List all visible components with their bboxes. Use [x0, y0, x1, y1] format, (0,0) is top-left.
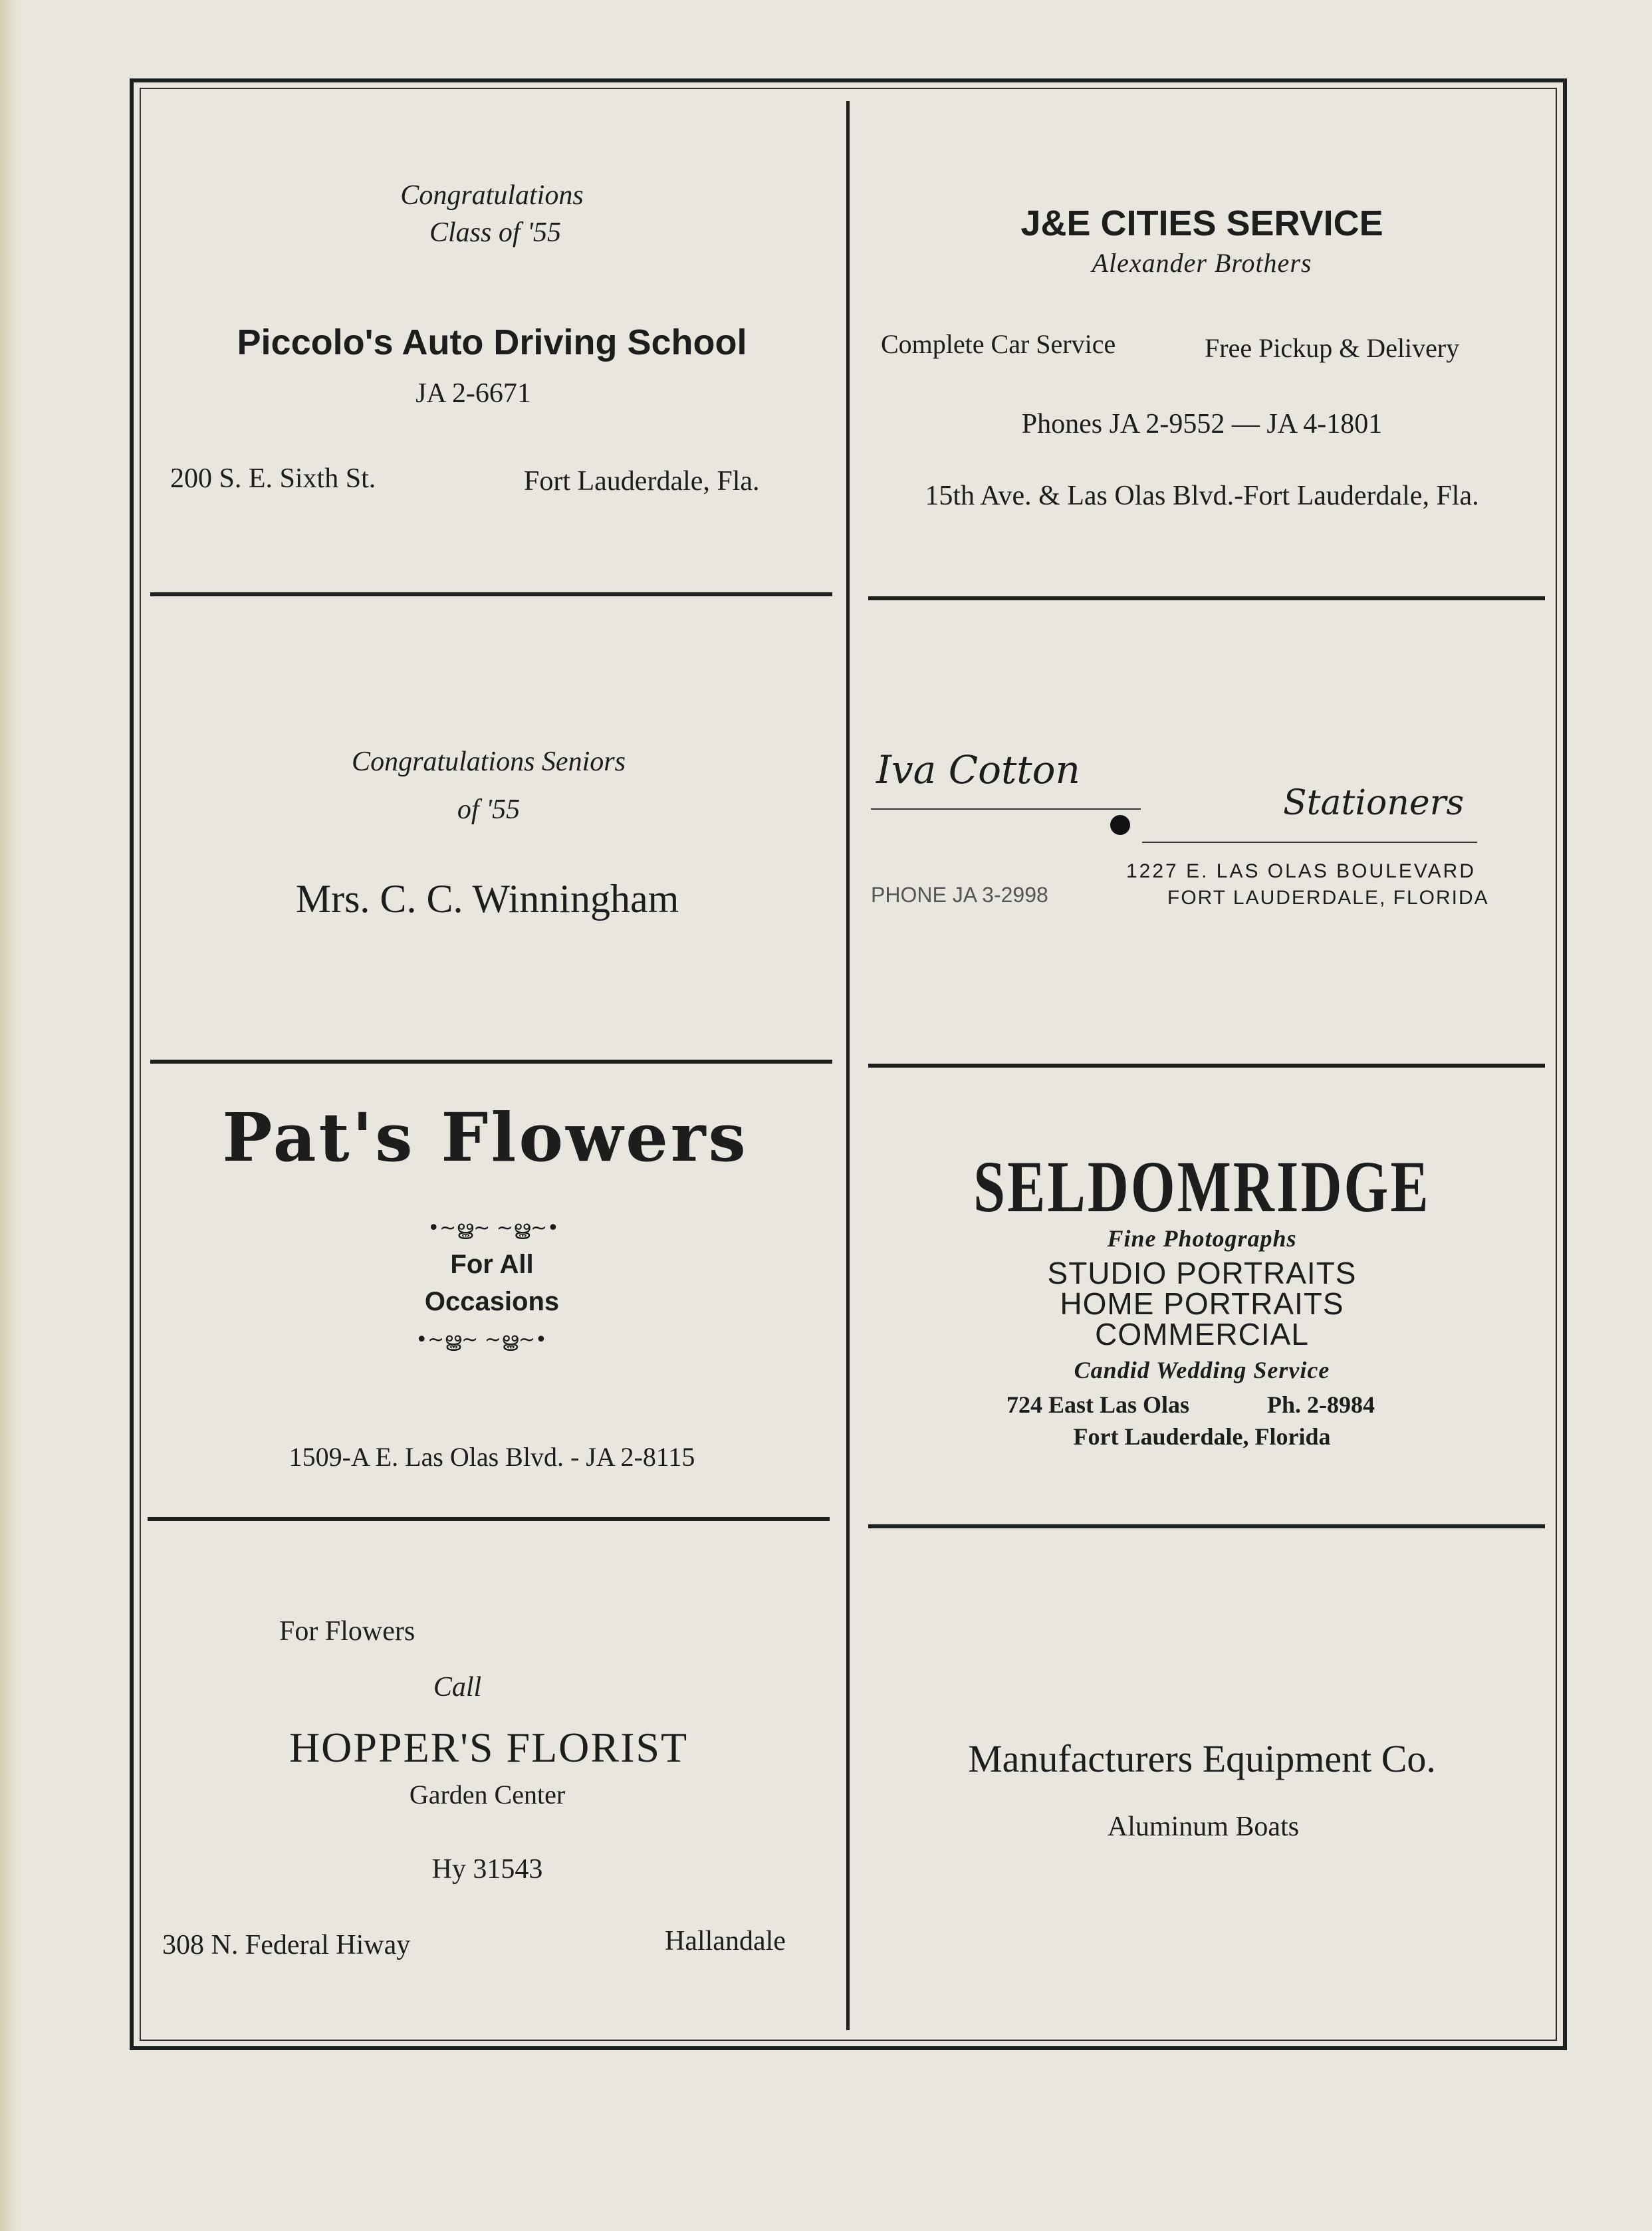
business-name: Piccolo's Auto Driving School [237, 322, 747, 362]
owners: Alexander Brothers [1092, 248, 1312, 278]
congrats-line2: of '55 [457, 794, 521, 825]
separator-left-3 [148, 1517, 830, 1521]
page-binding-edge [0, 0, 23, 2231]
address: 15th Ave. & Las Olas Blvd.-Fort Lauderdale, Fla. [925, 481, 1479, 511]
separator-left-2 [150, 1060, 832, 1064]
service-studio: STUDIO PORTRAITS [1047, 1256, 1357, 1290]
business-name: Manufacturers Equipment Co. [968, 1737, 1436, 1780]
tagline-line2: Occasions [424, 1287, 560, 1316]
city: Fort Lauderdale, Florida [1073, 1423, 1331, 1450]
tagline-line1: For All [450, 1250, 534, 1279]
city: Hallandale [665, 1926, 786, 1956]
business-name: HOPPER'S FLORIST [289, 1724, 689, 1771]
business-name: Pat's Flowers [222, 1098, 749, 1177]
street-address: 200 S. E. Sixth St. [170, 463, 376, 494]
rule-left [871, 808, 1141, 810]
service-home: HOME PORTRAITS [1060, 1286, 1344, 1321]
column-divider [846, 101, 850, 2030]
address-phone: 1509-A E. Las Olas Blvd. - JA 2-8115 [289, 1442, 695, 1472]
trade: Stationers [1283, 783, 1465, 823]
service-right: Free Pickup & Delivery [1205, 333, 1460, 363]
phone: Hy 31543 [431, 1854, 543, 1885]
phone: JA 2-6671 [415, 378, 531, 409]
city: Fort Lauderdale, Fla. [524, 466, 760, 497]
separator-right-1 [868, 596, 1545, 600]
congrats-line2: Class of '55 [429, 217, 562, 248]
intro-line1: For Flowers [279, 1616, 415, 1647]
separator-right-3 [868, 1524, 1545, 1528]
separator-right-2 [868, 1064, 1545, 1068]
phone: Ph. 2-8984 [1267, 1391, 1375, 1418]
bullet-dot [1110, 815, 1130, 835]
business-name: Iva Cotton [876, 747, 1080, 792]
business-name: J&E CITIES SERVICE [1020, 203, 1383, 243]
congrats-line1: Congratulations Seniors [352, 747, 626, 777]
ornament-top: •~ൠ~ ~ൠ~• [427, 1217, 559, 1240]
phone: PHONE JA 3-2998 [871, 883, 1048, 907]
subtitle: Garden Center [409, 1780, 566, 1810]
phones: Phones JA 2-9552 — JA 4-1801 [1021, 409, 1383, 439]
address-line1: 1227 E. LAS OLAS BOULEVARD [1126, 860, 1476, 882]
business-name: Mrs. C. C. Winningham [295, 877, 679, 921]
intro-line2: Call [433, 1672, 482, 1703]
subtitle: Fine Photographs [1107, 1225, 1297, 1252]
congrats-line1: Congratulations [400, 180, 584, 211]
rule-right [1142, 842, 1477, 843]
service-wedding: Candid Wedding Service [1074, 1357, 1330, 1383]
service-left: Complete Car Service [881, 329, 1116, 359]
product: Aluminum Boats [1107, 1812, 1300, 1842]
ornament-bottom: •~ൠ~ ~ൠ~• [415, 1328, 547, 1351]
address: 724 East Las Olas [1006, 1391, 1190, 1418]
service-commercial: COMMERCIAL [1095, 1317, 1309, 1351]
business-name: SELDOMRIDGE [973, 1146, 1431, 1227]
street-address: 308 N. Federal Hiway [162, 1930, 411, 1960]
separator-left-1 [150, 592, 832, 596]
address-line2: FORT LAUDERDALE, FLORIDA [1167, 887, 1489, 909]
